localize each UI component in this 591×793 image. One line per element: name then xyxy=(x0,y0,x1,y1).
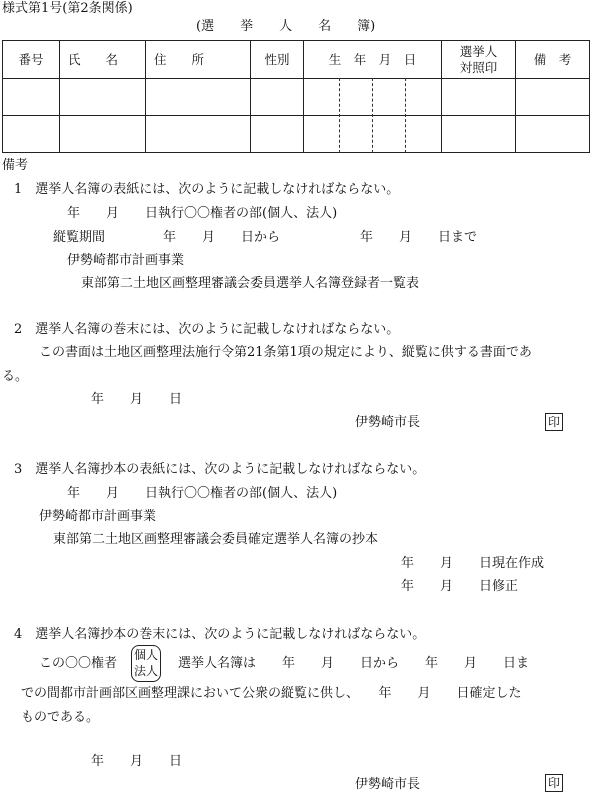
note-4-option-corporation: 法人 xyxy=(133,664,158,678)
note-4-date: 年 月 日 xyxy=(91,754,183,769)
note-1-project: 伊勢崎都市計画事業 xyxy=(67,253,185,268)
note-4-option-individual: 個人 xyxy=(133,648,158,662)
col-number: 番号 xyxy=(3,41,60,79)
note-3-created: 年 月 日現在作成 xyxy=(401,556,545,571)
table-cell xyxy=(516,116,590,153)
document-title: (選 挙 人 名 簿) xyxy=(196,19,376,34)
col-remarks: 備 考 xyxy=(516,41,590,79)
note-1-period xyxy=(53,230,477,246)
note-4-mayor: 伊勢崎市長 xyxy=(355,777,421,792)
notes-heading: 備考 xyxy=(2,158,29,173)
birthdate-divider-2 xyxy=(372,78,373,153)
form-number: 様式第1号(第2条関係) xyxy=(2,1,133,16)
table-cell xyxy=(146,116,251,153)
voter-register-table xyxy=(2,40,590,153)
note-3-list-title: 東部第二土地区画整理審議会委員確定選挙人名簿の抄本 xyxy=(53,532,379,547)
note-2-mayor: 伊勢崎市長 xyxy=(355,415,421,430)
col-address: 住 所 xyxy=(146,41,251,79)
note-4-text: 4 選挙人名簿抄本の巻末には、次のように記載しなければならない。 xyxy=(14,627,426,642)
note-1-date-line: 年 月 日執行〇〇権者の部(個人、法人) xyxy=(67,206,338,221)
col-voter-seal-line2: 対照印 xyxy=(459,59,498,75)
table-cell xyxy=(146,79,251,116)
col-birthdate: 生 年 月 日 xyxy=(304,41,442,79)
note-3-text: 3 選挙人名簿抄本の表紙には、次のように記載しなければならない。 xyxy=(14,462,426,477)
table-row xyxy=(3,116,590,153)
col-voter-seal-line1: 選挙人 xyxy=(459,43,498,59)
period-to: 年 月 日まで xyxy=(360,230,478,245)
note-2-date: 年 月 日 xyxy=(91,392,183,407)
table-cell xyxy=(3,79,60,116)
note-3-date-line: 年 月 日執行〇〇権者の部(個人、法人) xyxy=(67,486,338,501)
note-1-text: 1 選挙人名簿の表紙には、次のように記載しなければならない。 xyxy=(14,182,400,197)
period-label: 縦覧期間 xyxy=(53,230,106,245)
col-name: 氏 名 xyxy=(60,41,146,79)
table-cell xyxy=(442,116,516,153)
note-2-text: 2 選挙人名簿の巻末には、次のように記載しなければならない。 xyxy=(14,322,400,337)
note-4-body-2: での間都市計画部区画整理課において公衆の縦覧に供し、 年 月 日確定した xyxy=(21,686,522,701)
table-header-row xyxy=(3,41,590,79)
note-2-body-2: る。 xyxy=(2,369,29,384)
note-4-post: 選挙人名簿は 年 月 日から 年 月 日ま xyxy=(178,656,530,671)
table-cell xyxy=(60,116,146,153)
birthdate-divider-1 xyxy=(339,78,340,153)
note-4-party-bracket xyxy=(131,645,161,682)
col-sex: 性別 xyxy=(251,41,304,79)
birthdate-divider-3 xyxy=(405,78,406,153)
note-2-seal: 印 xyxy=(545,413,563,431)
table-cell xyxy=(251,79,304,116)
table-cell xyxy=(60,79,146,116)
table-cell xyxy=(3,116,60,153)
table-cell xyxy=(251,116,304,153)
table-row xyxy=(3,79,590,116)
note-4-seal: 印 xyxy=(545,774,563,792)
note-2-body-1: この書面は土地区画整理法施行令第21条第1項の規定により、縦覧に供する書面であ xyxy=(39,345,532,360)
table-cell xyxy=(516,79,590,116)
note-4-body-3: ものである。 xyxy=(21,710,100,725)
note-3-revised: 年 月 日修正 xyxy=(401,579,519,594)
period-from: 年 月 日から xyxy=(163,230,281,245)
note-4-pre: この〇〇権者 xyxy=(39,656,118,671)
note-1-list-title: 東部第二土地区画整理審議会委員選挙人名簿登録者一覧表 xyxy=(81,276,420,291)
table-cell xyxy=(442,79,516,116)
col-voter-seal xyxy=(442,41,516,79)
note-3-project: 伊勢崎都市計画事業 xyxy=(39,509,157,524)
